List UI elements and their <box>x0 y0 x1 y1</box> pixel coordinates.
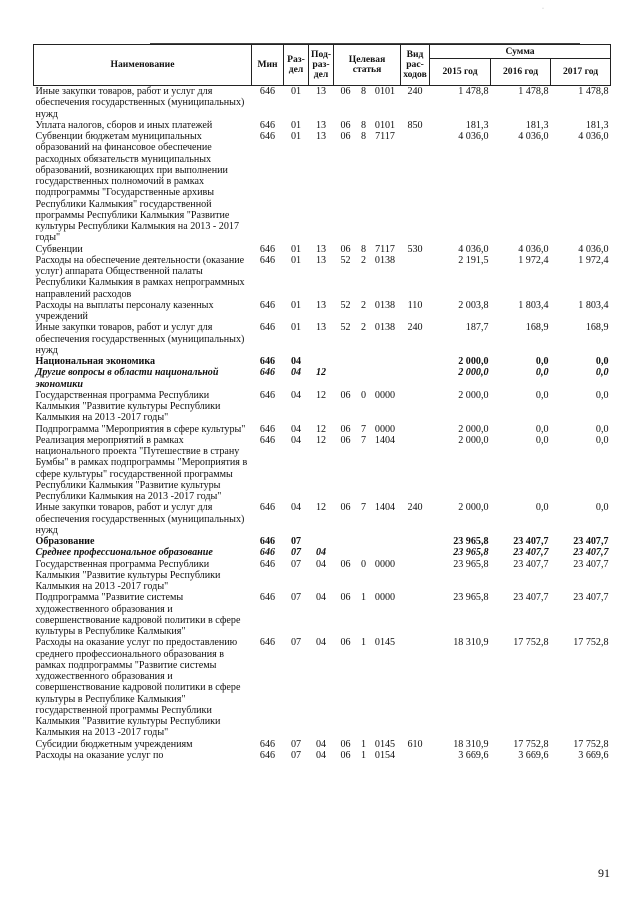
cell-pr: 13 <box>315 119 327 131</box>
cell-t1: 06 <box>340 423 351 435</box>
cell-pr: 04 <box>315 738 327 750</box>
cell-name: Образование <box>35 536 95 547</box>
cell-t3: 1404 <box>374 502 396 514</box>
table-row <box>34 322 611 356</box>
cell-y2015: 2 000,0 <box>458 367 489 379</box>
cell-y2016: 1 972,4 <box>518 254 549 266</box>
table-row <box>34 750 611 761</box>
col-vid-header: Вид рас- ходов <box>401 45 430 86</box>
cell-t2 <box>358 547 370 558</box>
cell-pr: 04 <box>315 547 327 559</box>
cell-rz: 04 <box>290 367 302 379</box>
cell-vid <box>401 424 430 435</box>
cell-y2017: 0,0 <box>595 356 609 367</box>
cell-name: Среднее профессиональное образование <box>35 547 213 559</box>
cell-rz: 04 <box>290 502 302 514</box>
cell-y2016: 0,0 <box>535 389 549 401</box>
cell-rz: 07 <box>290 738 302 750</box>
cell-t3: 7117 <box>375 243 395 255</box>
cell-name: Иные закупки товаров, работ и услуг для обеспечения государственных (муниципальных) нужд <box>35 502 245 536</box>
cell-y2017: 17 752,8 <box>573 738 609 750</box>
cell-min: 646 <box>259 502 276 514</box>
cell-min: 646 <box>259 243 276 255</box>
table-row <box>34 86 611 120</box>
cell-t3: 0000 <box>374 423 396 435</box>
table-row <box>34 390 611 424</box>
cell-vid: 110 <box>407 299 423 311</box>
cell-y2015: 18 310,9 <box>453 637 489 649</box>
cell-y2016: 4 036,0 <box>518 243 549 255</box>
cell-t1: 52 <box>340 254 351 266</box>
cell-y2017: 23 407,7 <box>573 592 609 604</box>
cell-t1: 06 <box>340 558 351 570</box>
cell-name: Государственная программа Республики Калмыкия "Развитие культуры Республики Калмыкия на 2013 -2017 годы" <box>35 389 221 424</box>
cell-t3 <box>370 367 401 390</box>
col-2015-header: 2015 год <box>430 59 491 86</box>
cell-y2016: 23 407,7 <box>513 547 549 559</box>
cell-pr: 13 <box>315 254 327 266</box>
cell-name: Субвенции бюджетам муниципальных образований на финансовое обеспечение расходных обязательств муниципальных образований, возникающих при выполнении государственных полномочий в рамках подпрограммы "Государственные архивы Республики Калмыкия" государственной программы Республики Калмыкия "Развитие культуры Республики Калмыкия на 2013 - 2017 годы" <box>35 131 239 244</box>
cell-y2015: 3 669,6 <box>458 749 489 761</box>
cell-t3: 0145 <box>374 738 396 750</box>
cell-min: 646 <box>259 356 276 367</box>
cell-y2017: 1 803,4 <box>578 299 609 311</box>
cell-y2017: 23 407,7 <box>573 536 609 547</box>
cell-y2015: 4 036,0 <box>458 131 489 142</box>
cell-y2017: 4 036,0 <box>578 131 609 142</box>
cell-t3: 0000 <box>374 558 396 570</box>
cell-vid <box>401 637 430 738</box>
cell-t1 <box>334 547 358 558</box>
cell-name: Подпрограмма "Мероприятия в сфере культуры" <box>35 423 246 435</box>
cell-t1: 06 <box>340 86 351 97</box>
col-summa-header: Сумма <box>430 45 611 59</box>
cell-name: Иные закупки товаров, работ и услуг для обеспечения государственных (муниципальных) нужд <box>35 322 245 356</box>
scan-speck: · <box>542 6 544 12</box>
cell-y2016: 3 669,6 <box>518 749 549 761</box>
cell-name: Расходы на выплаты персоналу казенных учреждений <box>35 299 214 322</box>
col-2017-header: 2017 год <box>551 59 611 86</box>
cell-min: 646 <box>259 738 276 750</box>
table-row <box>34 255 611 300</box>
cell-vid <box>401 592 430 637</box>
cell-vid <box>401 367 430 390</box>
cell-y2015: 2 003,8 <box>458 299 489 311</box>
cell-y2017: 0,0 <box>595 502 609 514</box>
cell-y2015: 2 000,0 <box>458 389 489 401</box>
cell-y2016: 0,0 <box>535 423 549 435</box>
cell-vid: 850 <box>407 119 423 131</box>
table-row <box>34 424 611 435</box>
cell-vid <box>401 559 430 593</box>
cell-vid <box>401 255 430 300</box>
cell-name: Расходы на оказание услуг по предоставлению среднего профессионального образования в рамках подпрограммы "Развитие системы художественного образования и совершенствование кадровой политики в сфере культуры в Республике Калмыкия" государственной программы Республики Калмыкия "Развитие культуры Республики Калмыкия на 2013 -2017 годы" <box>35 637 241 739</box>
cell-y2017: 1 972,4 <box>578 254 609 266</box>
table-row <box>34 592 611 637</box>
table-row <box>34 637 611 738</box>
cell-min: 646 <box>259 434 276 446</box>
cell-y2017: 17 752,8 <box>573 637 609 649</box>
cell-name: Реализация мероприятий в рамках национального проекта "Путешествие в страну Бумбы" в рамках подпрограммы "Мероприятия в сфере культуры" государственной программы Республики Калмыкия "Развитие культуры Республики Калмыкия на 2013 -2017 годы" <box>35 434 248 502</box>
cell-y2015: 2 191,5 <box>458 254 489 266</box>
cell-pr: 13 <box>315 322 327 334</box>
cell-rz: 01 <box>290 243 302 255</box>
cell-t3: 0138 <box>374 299 396 311</box>
header-row <box>34 45 611 59</box>
cell-y2016: 23 407,7 <box>513 558 549 570</box>
cell-y2017: 0,0 <box>595 367 609 379</box>
cell-t3: 7117 <box>375 131 395 142</box>
cell-t2 <box>358 536 370 547</box>
cell-pr: 12 <box>315 423 327 435</box>
cell-t1: 06 <box>340 119 351 131</box>
cell-rz: 07 <box>290 536 302 547</box>
cell-t2: 7 <box>360 502 367 514</box>
table-row <box>34 435 611 503</box>
cell-y2016: 181,3 <box>525 119 549 131</box>
cell-vid <box>401 390 430 424</box>
cell-name: Субвенции <box>35 243 83 255</box>
cell-y2016: 1 478,8 <box>518 86 549 97</box>
cell-vid: 240 <box>407 322 423 334</box>
cell-rz: 01 <box>290 86 302 97</box>
cell-t3: 0138 <box>374 322 396 334</box>
cell-t2: 0 <box>360 558 367 570</box>
cell-min: 646 <box>259 749 276 761</box>
cell-t2 <box>358 356 370 367</box>
cell-t3: 0154 <box>374 749 396 761</box>
cell-vid <box>401 750 430 761</box>
cell-t1: 06 <box>340 502 351 514</box>
col-razdel-header: Раз- дел <box>284 45 309 86</box>
cell-pr: 04 <box>315 558 327 570</box>
cell-min: 646 <box>259 637 276 649</box>
cell-t2: 2 <box>360 254 367 266</box>
cell-t3: 0145 <box>374 637 396 649</box>
cell-rz: 04 <box>290 389 302 401</box>
cell-pr: 13 <box>315 243 327 255</box>
cell-t1 <box>334 536 358 547</box>
cell-t2: 8 <box>360 243 367 255</box>
cell-min: 646 <box>259 131 276 142</box>
cell-min: 646 <box>259 592 276 604</box>
cell-pr: 12 <box>315 434 327 446</box>
cell-t2: 8 <box>360 119 367 131</box>
cell-pr: 13 <box>315 131 327 142</box>
cell-rz: 01 <box>290 322 302 334</box>
cell-y2016: 17 752,8 <box>513 738 549 750</box>
cell-min: 646 <box>259 367 276 379</box>
cell-pr: 12 <box>315 389 327 401</box>
cell-t1: 06 <box>340 749 351 761</box>
cell-vid: 610 <box>407 738 423 750</box>
cell-min: 646 <box>259 322 276 334</box>
cell-pr: 12 <box>315 367 327 379</box>
cell-name: Национальная экономика <box>35 356 156 367</box>
cell-t1: 52 <box>340 322 351 334</box>
cell-pr: 04 <box>315 749 327 761</box>
cell-t2: 7 <box>360 423 367 435</box>
cell-t2: 2 <box>360 322 367 334</box>
table-row <box>34 300 611 323</box>
cell-name: Подпрограмма "Развитие системы художественного образования и совершенствование кадровой политики в сфере культуры в Республике Калмыкия" <box>35 592 241 637</box>
cell-t2: 8 <box>360 86 367 97</box>
cell-y2016: 1 803,4 <box>518 299 549 311</box>
table-row <box>34 131 611 244</box>
table-row <box>34 739 611 750</box>
col-min-header: Мин <box>252 45 284 86</box>
cell-rz: 04 <box>290 423 302 435</box>
cell-y2015: 187,7 <box>465 322 489 334</box>
cell-min: 646 <box>259 558 276 570</box>
cell-min: 646 <box>259 423 276 435</box>
cell-rz: 01 <box>290 119 302 131</box>
cell-t2: 0 <box>360 389 367 401</box>
cell-t1: 06 <box>340 738 351 750</box>
cell-rz: 04 <box>290 434 302 446</box>
cell-y2017: 0,0 <box>595 389 609 401</box>
table-row <box>34 120 611 131</box>
cell-t3: 1404 <box>374 434 396 446</box>
cell-rz: 04 <box>290 356 302 367</box>
table-row <box>34 547 611 558</box>
cell-y2017: 181,3 <box>585 119 609 131</box>
cell-pr: 04 <box>315 637 327 649</box>
cell-y2015: 2 000,0 <box>458 423 489 435</box>
cell-t1: 52 <box>340 299 351 311</box>
cell-y2015: 18 310,9 <box>453 738 489 750</box>
cell-y2016: 168,9 <box>525 322 549 334</box>
cell-min: 646 <box>259 547 276 559</box>
cell-y2015: 1 478,8 <box>458 86 489 97</box>
cell-y2016: 4 036,0 <box>518 131 549 142</box>
cell-rz: 07 <box>290 637 302 649</box>
cell-min: 646 <box>259 119 276 131</box>
cell-t2: 2 <box>360 299 367 311</box>
cell-vid <box>401 536 430 547</box>
cell-y2016: 17 752,8 <box>513 637 549 649</box>
cell-y2016: 0,0 <box>535 367 549 379</box>
cell-rz: 01 <box>290 299 302 311</box>
cell-y2017: 168,9 <box>585 322 609 334</box>
cell-y2015: 4 036,0 <box>458 243 489 255</box>
cell-pr: 13 <box>315 86 327 97</box>
cell-t1: 06 <box>340 637 351 649</box>
cell-t3 <box>370 547 401 558</box>
cell-name: Субсидии бюджетным учреждениям <box>35 738 193 750</box>
table-row <box>34 536 611 547</box>
col-podrazdel-header: Под- раз- дел <box>309 45 334 86</box>
cell-min: 646 <box>259 389 276 401</box>
cell-t1 <box>334 367 358 390</box>
cell-y2017: 23 407,7 <box>573 558 609 570</box>
table-row <box>34 367 611 390</box>
page-number: 91 <box>598 866 610 880</box>
cell-t1: 06 <box>340 592 351 604</box>
cell-y2015: 2 000,0 <box>458 434 489 446</box>
cell-t2: 1 <box>360 738 367 750</box>
cell-y2015: 23 965,8 <box>453 536 489 547</box>
cell-t1: 06 <box>340 389 351 401</box>
cell-pr: 12 <box>315 502 327 514</box>
cell-y2015: 23 965,8 <box>453 592 489 604</box>
cell-min: 646 <box>259 254 276 266</box>
cell-name: Другие вопросы в области национальной экономики <box>35 367 219 390</box>
cell-vid: 240 <box>407 502 423 514</box>
cell-y2015: 2 000,0 <box>458 356 489 367</box>
cell-t1 <box>334 356 358 367</box>
cell-y2017: 0,0 <box>595 423 609 435</box>
cell-t2 <box>358 367 370 390</box>
cell-name: Расходы на обеспечение деятельности (оказание услуг) аппарата Общественной палаты Республики Калмыкия в рамках непрограммных направлений расходов <box>35 254 245 300</box>
cell-rz: 01 <box>290 254 302 266</box>
col-name-header: Наименование <box>34 45 252 86</box>
cell-y2015: 23 965,8 <box>453 558 489 570</box>
cell-y2017: 3 669,6 <box>578 749 609 761</box>
cell-y2015: 181,3 <box>465 119 489 131</box>
table-row <box>34 559 611 593</box>
cell-pr: 13 <box>315 299 327 311</box>
cell-y2017: 0,0 <box>595 434 609 446</box>
cell-t3: 0101 <box>374 86 396 97</box>
table-row <box>34 502 611 536</box>
cell-y2016: 0,0 <box>535 434 549 446</box>
table-body <box>34 86 611 762</box>
cell-y2016: 23 407,7 <box>513 592 549 604</box>
cell-y2015: 23 965,8 <box>453 547 489 559</box>
cell-y2016: 23 407,7 <box>513 536 549 547</box>
cell-t3: 0101 <box>374 119 396 131</box>
cell-t3: 0000 <box>374 592 396 604</box>
cell-y2016: 0,0 <box>535 356 549 367</box>
cell-y2017: 23 407,7 <box>573 547 609 559</box>
cell-name: Государственная программа Республики Калмыкия "Развитие культуры Республики Калмыкия на 2013 -2017 годы" <box>35 558 221 592</box>
budget-table <box>33 44 611 761</box>
cell-t3 <box>370 536 401 547</box>
cell-rz: 01 <box>290 131 302 142</box>
cell-y2017: 4 036,0 <box>578 243 609 255</box>
cell-vid: 530 <box>407 243 423 255</box>
cell-vid <box>401 356 430 367</box>
cell-pr <box>309 356 334 367</box>
cell-t2: 1 <box>360 592 367 604</box>
cell-min: 646 <box>259 86 276 97</box>
cell-rz: 07 <box>290 547 302 559</box>
cell-y2017: 1 478,8 <box>578 86 609 97</box>
cell-name: Уплата налогов, сборов и иных платежей <box>35 119 213 131</box>
col-2016-header: 2016 год <box>491 59 551 86</box>
cell-pr: 04 <box>315 592 327 604</box>
cell-t1: 06 <box>340 131 351 142</box>
cell-t1: 06 <box>340 243 351 255</box>
cell-t3 <box>370 356 401 367</box>
cell-min: 646 <box>259 299 276 311</box>
table-row <box>34 244 611 255</box>
cell-t2: 8 <box>360 131 367 142</box>
cell-rz: 07 <box>290 592 302 604</box>
cell-min: 646 <box>259 536 276 547</box>
cell-name: Иные закупки товаров, работ и услуг для обеспечения государственных (муниципальных) нужд <box>35 86 245 120</box>
cell-vid <box>401 131 430 244</box>
cell-vid <box>401 435 430 503</box>
cell-y2015: 2 000,0 <box>458 502 489 514</box>
cell-rz: 07 <box>290 558 302 570</box>
table-row <box>34 356 611 367</box>
cell-t2: 1 <box>360 749 367 761</box>
cell-t2: 7 <box>360 434 367 446</box>
cell-y2016: 0,0 <box>535 502 549 514</box>
cell-pr <box>309 536 334 547</box>
cell-name: Расходы на оказание услуг по <box>35 749 164 761</box>
cell-t3: 0138 <box>374 254 396 266</box>
cell-t3: 0000 <box>374 389 396 401</box>
col-target-header: Целевая статья <box>334 45 401 86</box>
cell-vid: 240 <box>407 86 423 97</box>
cell-t2: 1 <box>360 637 367 649</box>
cell-rz: 07 <box>290 749 302 761</box>
cell-t1: 06 <box>340 434 351 446</box>
cell-vid <box>401 547 430 558</box>
